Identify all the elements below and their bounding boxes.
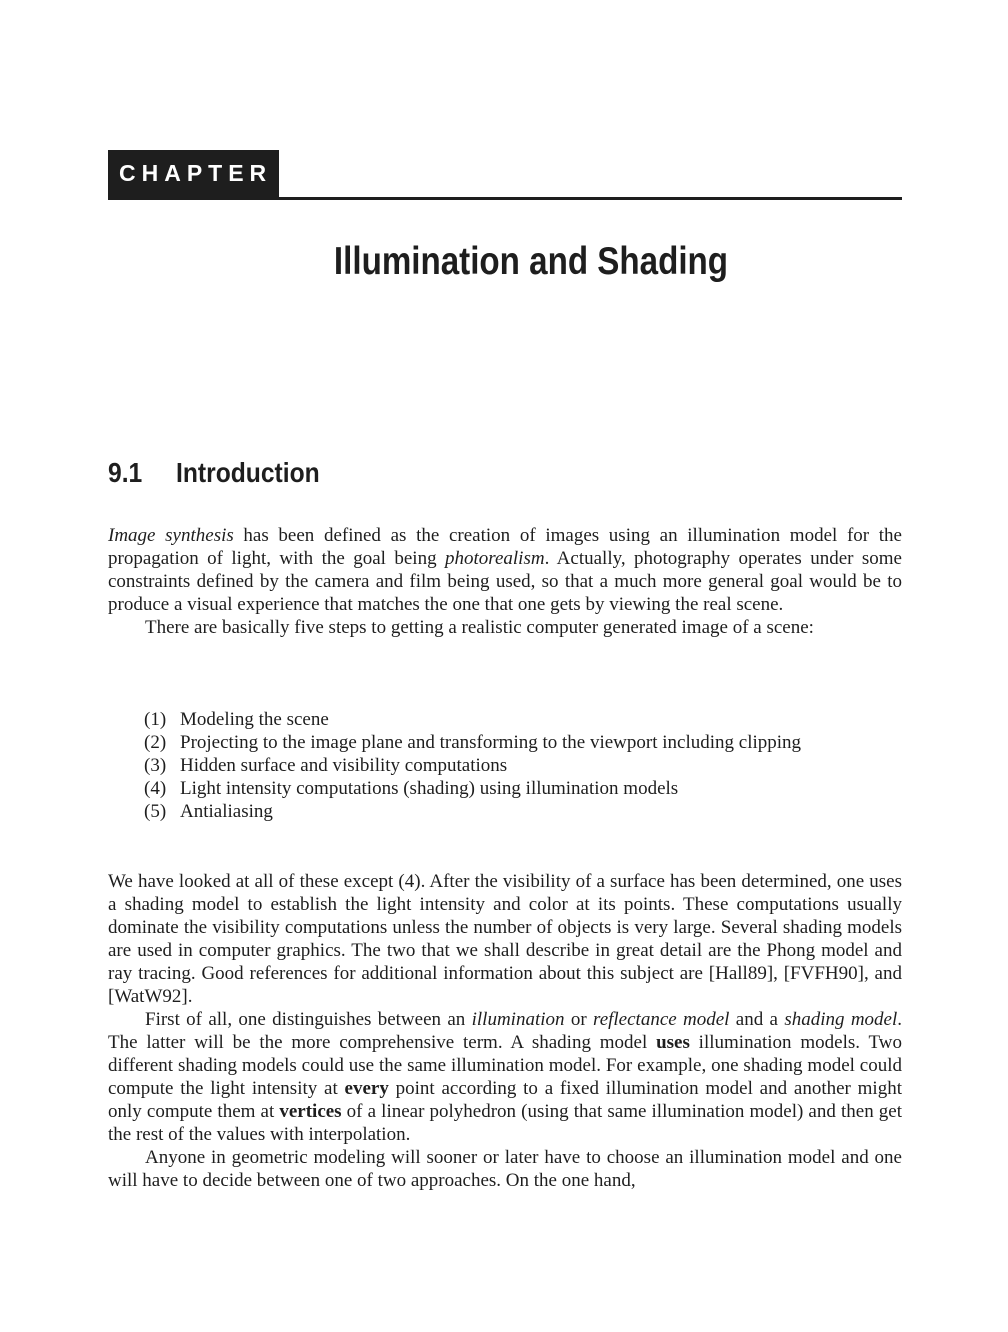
bold-term: vertices <box>279 1101 342 1122</box>
step-item <box>108 731 902 754</box>
text-run: illumination models. Two different shading models could use the same illumination model. For example, one shading model could compute the light intensity at <box>108 1032 902 1099</box>
steps-list <box>108 708 902 823</box>
text-run: First of all, one distinguishes between an <box>145 1009 472 1030</box>
body-text-bottom <box>108 870 902 1192</box>
text-run: of a linear polyhedron (using that same illumination model) and then get the rest of the values with interpolation. <box>108 1101 903 1145</box>
paragraph-image-synthesis <box>108 524 902 616</box>
paragraph-shading-overview: We have looked at all of these except (4). After the visibility of a surface has been determined, one uses a shading model to establish the light intensity and color at its points. These computations usually dominate the visibility computations unless the number of objects is very large. Several shading models are used in computer graphics. The two that we shall describe in great detail are the Phong model and ray tracing. Good references for additional information about this subject are [Hall89], [FVFH90], and [WatW92]. <box>108 871 902 1007</box>
step-text: Projecting to the image plane and transforming to the viewport including clipping <box>180 732 802 753</box>
steps-list-block <box>108 708 902 823</box>
step-number: (1) <box>144 709 167 730</box>
italic-term: illumination <box>471 1009 565 1030</box>
text-run: point according to a fixed illumination model and another might only compute them at <box>108 1078 902 1122</box>
step-number: (3) <box>144 755 167 776</box>
bold-term: every <box>344 1078 389 1099</box>
paragraph-choosing-model: Anyone in geometric modeling will sooner or later have to choose an illumination model and one will have to decide between one of two approaches. On the one hand, <box>108 1147 902 1191</box>
italic-term: reflectance model <box>593 1009 730 1030</box>
step-item <box>108 754 902 777</box>
step-number: (2) <box>144 732 167 753</box>
step-text: Hidden surface and visibility computations <box>180 755 508 776</box>
text-run: and a <box>729 1009 785 1030</box>
chapter-title: Illumination and Shading <box>333 240 729 283</box>
step-number: (4) <box>144 778 167 799</box>
step-text: Modeling the scene <box>180 709 329 730</box>
text-run: has been defined as the creation of images using an illumination model for the propagation of light, with the goal being <box>108 525 902 569</box>
chapter-header-rule <box>108 150 902 200</box>
step-item <box>108 708 902 731</box>
italic-term: photorealism <box>444 548 545 569</box>
italic-term: shading model <box>784 1009 898 1030</box>
text-run: or <box>564 1009 593 1030</box>
step-text: Light intensity computations (shading) using illumination models <box>180 778 679 799</box>
step-item <box>108 777 902 800</box>
paragraph-illumination-vs-shading <box>108 1008 902 1146</box>
body-text-top <box>108 524 902 639</box>
italic-term: Image synthesis <box>108 525 234 546</box>
chapter-label: CHAPTER 9 <box>108 150 279 197</box>
step-text: Antialiasing <box>180 801 273 822</box>
text-run: . Actually, photography operates under some constraints defined by the camera and film being used, so that a much more general goal would be to produce a visual experience that matches the one that one gets by viewing the real scene. <box>108 548 902 615</box>
text-run: . The latter will be the more comprehensive term. A shading model <box>108 1009 902 1053</box>
paragraph-five-steps: There are basically five steps to getting a realistic computer generated image of a scene: <box>145 617 814 638</box>
section-title: Introduction <box>176 457 320 488</box>
section-number: 9.1 <box>108 457 143 488</box>
step-item <box>108 800 902 823</box>
step-number: (5) <box>144 801 167 822</box>
bold-term: uses <box>656 1032 690 1053</box>
